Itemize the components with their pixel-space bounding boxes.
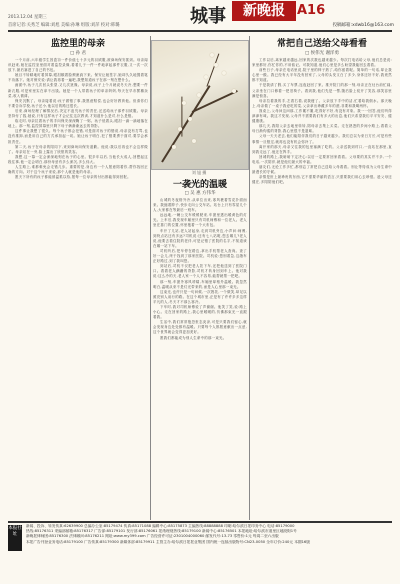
paragraph: 下车时,我对司机师傅说了声谢谢。他笑了笑,说:路上小心。走在回家的路上,我心里暖暖的,仿佛那束光一直跟着我。 xyxy=(153,304,247,320)
submission-email: 投稿邮箱:xdwb16@163.com xyxy=(332,23,394,28)
footer-rule xyxy=(8,521,392,523)
editorial-credits: 首席记者:关秀芝 编辑:刘旭 美编:孙琳 组版:刘萍 校对:韩璐 xyxy=(8,23,120,28)
newspaper-brand: 新晚报 xyxy=(232,1,296,21)
paragraph: 一个月前,六年级学生因盗窃一件价值七十多元的羽绒服,被商场保安抓到。母亲闻讯赶来,她在监控室里面对着监控录像,看着儿子一件一件地拿起那件衣服,又一次一次放下,最后塞进了自己的书包。 xyxy=(8,58,148,73)
paragraph: 饭桌上,父母问这问那,工作累不累,吃得好不好,有没有对象。我一一回答,他们听得津津有味。我这才发现,父母并不需要我们有多大的出息,他们只希望我们平平安安、健健康康。 xyxy=(252,108,392,124)
paragraph: 远远地,一辆公交车缓缓驶来,车窗里透出暖黄色的灯光。上车后,我发现车厢里只有司机师傅和一位老人。老人坐在靠门的位置,怀里抱着一个大布包。 xyxy=(153,213,247,228)
article-byline: □ 吴 惠 方伟华 xyxy=(184,191,216,196)
paragraph: 生活中,我们常常抱怨世态炎凉,可是只要我们留心,就会发现身边处处都有温暖。只要每个人都愿意献出一点爱,这个世界就会变得更加美好。 xyxy=(153,320,247,335)
paragraph: 这件事让我想了很久。每个孩子都会犯错,可是面对孩子的错误,母亲没有打骂,也没有推卸,而是用自己的方式承担起一切。她让孩子明白,犯了错要勇于面对,要学会承担责任。 xyxy=(8,129,148,144)
paragraph: 这束光,也许只是一句问候,一次搀扶,一个微笑,却足以照亮别人前行的路。在这个城市里,正是有了许许多多这样平凡的人,冬天才不那么寒冷。 xyxy=(153,289,247,304)
paragraph: 父母一天天老去,他们能陪伴我们的日子越来越少。我们总以为来日方长,可是有些事情一旦错过,就再也没有机会弥补了。 xyxy=(252,134,392,144)
article-title: 常把自己送给父母看看 xyxy=(276,39,367,49)
paragraph: 亲情是世上最珍贵的东西,它不需要华丽的语言,只需要我们用心去珍惜。趁父母还健在,多陪陪他们吧。 xyxy=(252,175,392,185)
paragraph: 画面中,孩子几次回头张望,又几次犹豫。母亲说,孩子上个月就说冬天冷,想要一件新衣服,可是家里实在拿不出钱。她是一个人带着孩子的单亲妈妈,每天在早市摆摊卖菜,收入微薄。 xyxy=(8,83,148,98)
paragraph: 我想,这一幕一定会深深地刻在孩子的心里。很多年以后,当他长大成人,回想起这段往事,他一定会明白,那份母爱有多么深沉,多么伟大。 xyxy=(8,154,148,164)
paragraph: 母亲拉着我的手,左看右看,说我瘦了。父亲放下手中的活,忙着给我倒水。那天晚上,母亲做了一桌子我爱吃的菜,父亲拿出珍藏多年的酒,非要和我喝两杯。 xyxy=(252,98,392,108)
paragraph: 离开家的那天,母亲又往我的包里塞满了吃的。父亲送我到村口,一直站在那里,直到我走远了,他还在挥手。 xyxy=(252,144,392,154)
paragraph: 临走时,母亲拉着孩子的手向保安深深鞠了一躬。孩子低着头,眼泪一滴一滴地落在地上。那一刻,监控屏幕里只剩下母子俩渐渐远去的背影。 xyxy=(8,119,148,129)
section-title: 城事 xyxy=(190,6,226,27)
center-article xyxy=(153,198,247,520)
paragraph: 工作以后,离家越来越远,回家的次数也越来越少。每次打电话给父母,他们总是说:家里都好,你忙你的,不用惦记。可我知道,他们心里是多么盼望我能回去看看。 xyxy=(252,58,392,68)
paragraph: 人生路上,谁都难免会走错几步。重要的是,身边有一个人愿意陪着你,帮你找回正确的方向。对于这个孩子来说,那个人就是他的母亲。 xyxy=(8,164,148,175)
header-rule xyxy=(8,30,392,32)
photo-caption: 刘 旭 摄 xyxy=(191,170,207,175)
column-divider xyxy=(249,36,250,520)
footer-line: 本报广告刊登业务电话:85179100 广告传真:85179300 新媒体部:85179911 主管主办:哈尔滨日报报业集团 国内统一连续出版物号:CN23-0050 全年订价:240元 本期16版 xyxy=(26,539,310,544)
footer-info xyxy=(26,524,392,545)
paragraph: 山城的冬夜格外冷,从单位出来,寒风裹着雪花扑面而来。我缩着脖子,快步走向公交车站。站台上只有零星几个人,大家都在等最后一班车。 xyxy=(153,198,247,213)
plum-blossom-photo xyxy=(151,40,249,170)
paragraph: 保安沉默了。母亲接着说:孩子做错了事,我愿意赔偿,也会好好教育他。但请你们不要告诉学校,孩子还小,他以后的路还很长。 xyxy=(8,98,148,108)
footer-line: 新晚报律师团:85176300 法律顾问:85176211 网址:www.my399.com 广告经营许可证:2301004000060 邮发代号:13-73 零售价:1元 每周二至六出版 xyxy=(26,534,279,539)
paragraph: 到站后,司机不仅把老人扶下车,还把他送到了医院门口。看着老人蹒跚的背影,司机才转身回到车上。他对我说:这么冷的天,老人家一个人不容易,能帮就帮一把吧。 xyxy=(153,264,247,279)
paragraph: 第二天,孩子在母亲的陪同下,来到商场向保安道歉。他说:我以后再也不会这样做了。母亲站在一旁,脸上露出了欣慰的笑容。 xyxy=(8,144,148,154)
paragraph: 愿天下所有的孩子都能被温柔以待,愿每一位母亲的付出都能得到回报。 xyxy=(15,175,131,180)
paragraph: 后来,商场经理了解情况后,决定不追究孩子的责任,还送给孩子那件羽绒服。母亲坚持付了钱,她说,只有这样孩子才会记住这次教训,才知道什么是对,什么是错。 xyxy=(8,108,148,119)
left-article xyxy=(8,36,148,520)
paragraph: 车开了几站,老人站起身,走到司机旁边,小声问:师傅,到终点站还有多远?司机说:还有七八站呢,您去哪儿?老人说,他要去看住院的老伴,可是记错了医院的名字,不知道该在哪一站下车。 xyxy=(153,228,247,248)
article-byline: □ 孙 君 xyxy=(69,51,87,56)
article-byline: □ 侯伟光 谢洋勇 xyxy=(304,51,340,56)
article-body xyxy=(153,198,247,341)
paragraph: 那一刻,车窗外寒风呼啸,车厢里却格外温暖。我忽然明白,温暖从来不是灯光带来的,而是人心里那一束光。 xyxy=(153,279,247,289)
page-number: A16 xyxy=(297,3,326,18)
article-title: 监控里的母亲 xyxy=(50,39,105,49)
paragraph: 她目不转睛地盯着屏幕,眼泪顺着脸颊流淌下来。保安让她签字,她却久久地握着笔不肯落下。她对保安说:请让我再看一遍吧,我想知道孩子在那一刻在想什么。 xyxy=(8,73,148,83)
right-article xyxy=(252,36,392,520)
footer-badge: 本报社址 xyxy=(8,525,22,551)
paragraph: 朋友们,无论工作多忙,都别忘了常把自己送给父母看看。别让等待成为父母生命中最漫长的守候。 xyxy=(252,164,392,175)
paragraph: 司机听后,把车停在路边,拿出手机帮老人查询。查了好一会儿,终于找到了那家医院。司机说:您别着急,这趟车正好路过,到了我叫您。 xyxy=(153,248,247,264)
paragraph: 那几天,我陪父亲去地里转转,陪母亲去集上买菜。走在熟悉的乡间小路上,看着父母日渐佝偻的背影,我心里很不是滋味。 xyxy=(252,124,392,134)
page-header xyxy=(0,0,400,40)
article-title: 一袭光的温暖 xyxy=(172,180,227,190)
footer-line: 热线:85176311 采编部邮箱:85176317 广告部:85179101 发行部:85176061 报纸理财热线:85179100 新闻中心:85176501 本报地址:哈尔滨市道里区地段街1号 xyxy=(26,529,297,534)
footer-line: 新闻、投诉、转发传真:62639900 总编办公室:85179474 传真:85171088 编辑中心:85175873 主编热线:88888888 印刷:哈尔滨日报印务中心 电话:85179000 xyxy=(26,524,295,528)
article-body xyxy=(252,58,392,185)
article-body xyxy=(8,58,148,180)
paragraph: 愿我们都能成为别人生命中的那一束光。 xyxy=(160,335,227,340)
paragraph: 前些日子,母亲在电话里说,院子里的柿子熟了,给你留着呢。简单的一句话,却让我心里一酸。我已经有大半年没有回家了,父母的头发又白了多少,身体还好不好,我竟然都不知道。 xyxy=(252,68,392,83)
issue-date: 2013.12.04 星期三 xyxy=(8,15,47,20)
paragraph: 回城的路上,我暗暗下定决心:以后一定要常回家看看。父母要的其实并不多,一个电话,一次陪伴,就是他们最大的幸福。 xyxy=(252,154,392,164)
paragraph: 于是我请了假,买了车票,连夜赶回了家。推开院门的那一刻,母亲正在灶台前忙碌,父亲坐在门口修着一把旧椅子。看到我,他们先是一愣,随后脸上绽开了笑容,那笑容里满是惊喜。 xyxy=(252,83,392,98)
